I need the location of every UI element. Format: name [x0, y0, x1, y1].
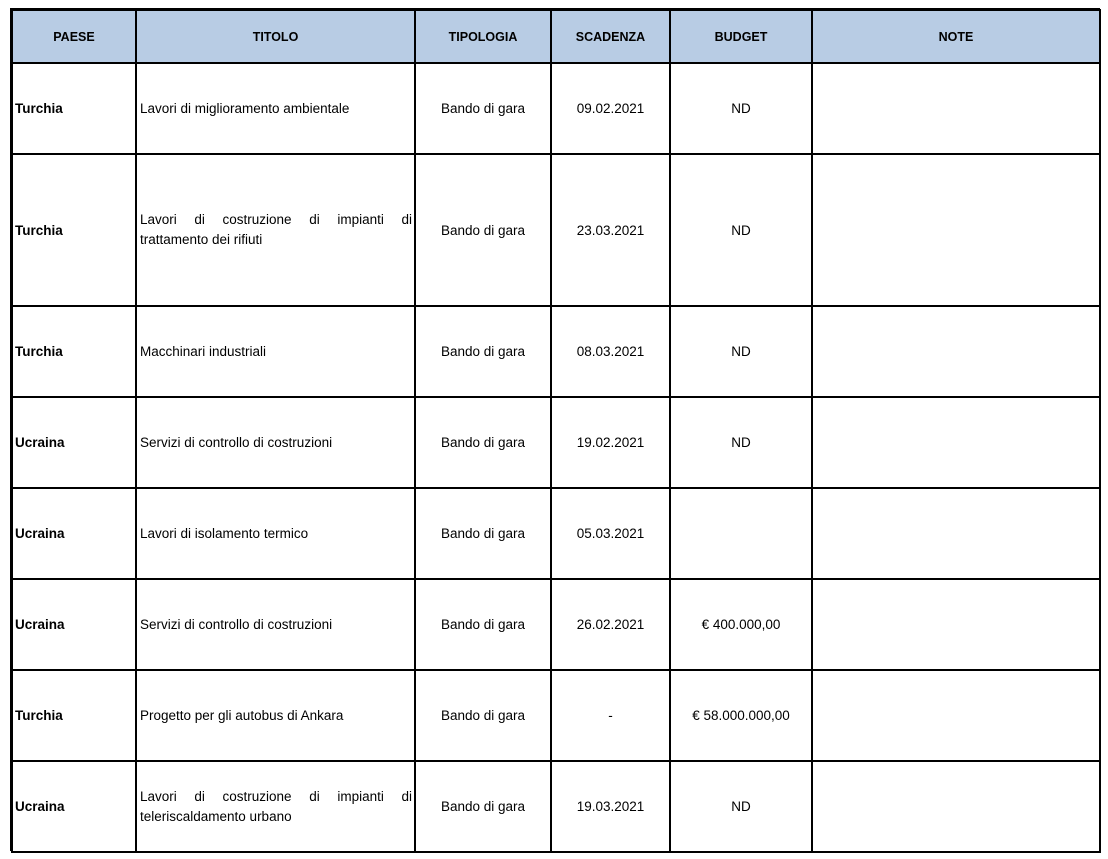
cell-titolo: Lavori di miglioramento ambientale: [136, 63, 415, 154]
cell-note: [812, 306, 1100, 397]
cell-note: [812, 761, 1100, 852]
cell-note: [812, 579, 1100, 670]
cell-scadenza: -: [551, 670, 670, 761]
table-row: [12, 154, 1100, 306]
cell-note: [812, 670, 1100, 761]
cell-scadenza: 05.03.2021: [551, 488, 670, 579]
header-paese: PAESE: [12, 10, 136, 63]
cell-note: [812, 154, 1100, 306]
cell-titolo: Lavori di costruzione di impianti di trattamento dei rifiuti: [136, 154, 415, 306]
cell-tipologia: Bando di gara: [415, 154, 551, 306]
table-row: [12, 579, 1100, 670]
cell-titolo: Lavori di isolamento termico: [136, 488, 415, 579]
cell-paese: Turchia: [12, 306, 136, 397]
cell-scadenza: 19.02.2021: [551, 397, 670, 488]
cell-tipologia: Bando di gara: [415, 488, 551, 579]
cell-budget: ND: [670, 154, 812, 306]
cell-tipologia: Bando di gara: [415, 306, 551, 397]
cell-scadenza: 23.03.2021: [551, 154, 670, 306]
header-row: [12, 10, 1100, 63]
cell-tipologia: Bando di gara: [415, 670, 551, 761]
table-row: [12, 488, 1100, 579]
cell-budget: € 58.000.000,00: [670, 670, 812, 761]
cell-budget: ND: [670, 63, 812, 154]
cell-paese: Ucraina: [12, 579, 136, 670]
cell-scadenza: 26.02.2021: [551, 579, 670, 670]
cell-note: [812, 488, 1100, 579]
header-titolo: TITOLO: [136, 10, 415, 63]
header-scadenza: SCADENZA: [551, 10, 670, 63]
cell-tipologia: Bando di gara: [415, 397, 551, 488]
header-note: NOTE: [812, 10, 1100, 63]
table-row: [12, 63, 1100, 154]
cell-scadenza: 09.02.2021: [551, 63, 670, 154]
cell-tipologia: Bando di gara: [415, 63, 551, 154]
cell-scadenza: 19.03.2021: [551, 761, 670, 852]
table-row: [12, 670, 1100, 761]
cell-budget: ND: [670, 306, 812, 397]
cell-titolo: Macchinari industriali: [136, 306, 415, 397]
cell-paese: Ucraina: [12, 761, 136, 852]
cell-note: [812, 63, 1100, 154]
table-row: [12, 761, 1100, 852]
cell-titolo: Progetto per gli autobus di Ankara: [136, 670, 415, 761]
cell-budget: € 400.000,00: [670, 579, 812, 670]
header-tipologia: TIPOLOGIA: [415, 10, 551, 63]
header-budget: BUDGET: [670, 10, 812, 63]
cell-titolo: Lavori di costruzione di impianti di teleriscaldamento urbano: [136, 761, 415, 852]
tenders-table-frame: [10, 8, 1100, 851]
cell-titolo: Servizi di controllo di costruzioni: [136, 579, 415, 670]
cell-budget: ND: [670, 397, 812, 488]
cell-paese: Turchia: [12, 670, 136, 761]
table-row: [12, 397, 1100, 488]
cell-budget: [670, 488, 812, 579]
cell-paese: Turchia: [12, 154, 136, 306]
cell-tipologia: Bando di gara: [415, 761, 551, 852]
cell-paese: Turchia: [12, 63, 136, 154]
cell-titolo: Servizi di controllo di costruzioni: [136, 397, 415, 488]
cell-tipologia: Bando di gara: [415, 579, 551, 670]
cell-paese: Ucraina: [12, 488, 136, 579]
tenders-table: [11, 9, 1101, 853]
cell-scadenza: 08.03.2021: [551, 306, 670, 397]
cell-paese: Ucraina: [12, 397, 136, 488]
cell-budget: ND: [670, 761, 812, 852]
table-row: [12, 306, 1100, 397]
cell-note: [812, 397, 1100, 488]
